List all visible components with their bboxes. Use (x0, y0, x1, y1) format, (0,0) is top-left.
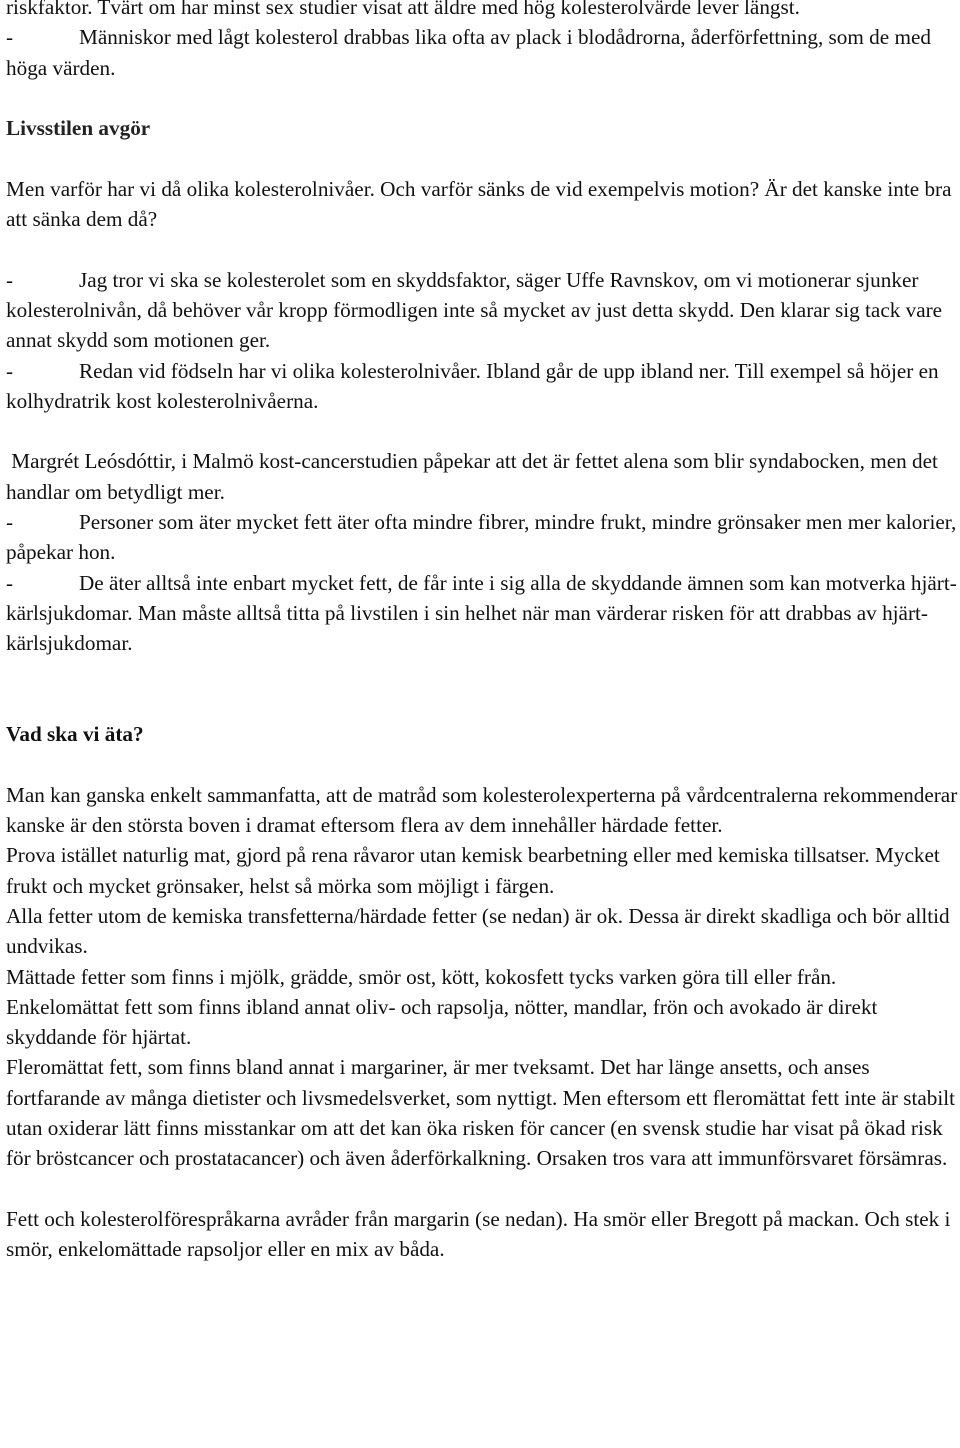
document-page (6, 0, 958, 1264)
question-paragraph: Men varför har vi då olika kolesterolnivåer. Och varför sänks de vid exempelvis motion? Är det kanske inte bra att sänka dem då? (6, 176, 952, 232)
quote-text: Jag tror vi ska se kolesterolet som en skyddsfaktor, säger Uffe Ravnskov, om vi motionerar sjunker kolesterolnivån, då behöver vår kropp förmodligen inte så mycket av just detta skydd. Den klarar sig tack vare annat skydd som motionen ger. (6, 267, 943, 353)
quote-paragraph (6, 265, 958, 356)
spacer (6, 1174, 958, 1204)
bullet-dash: - (6, 267, 14, 292)
margret-paragraph: Margrét Leósdóttir, i Malmö kost-cancerstudien påpekar att det är fettet alena som blir syndabocken, men det handlar om betydligt mer. (6, 449, 944, 504)
spacer (6, 749, 958, 779)
body-paragraph: Prova istället naturlig mat, gjord på rena råvaror utan kemisk bearbetning eller med kemiska tillsatser. Mycket frukt och mycket grönsaker, helst så mörka som möjligt i färgen. (6, 843, 940, 898)
bullet-dash: - (6, 358, 14, 383)
body-paragraph: Mättade fetter som finns i mjölk, grädde, smör ost, kött, kokosfett tycks varken göra till eller från. (6, 964, 837, 989)
body-paragraph: Enkelomättat fett som finns ibland annat oliv- och rapsolja, nötter, mandlar, frön och avokado är direkt skyddande för hjärtat. (6, 994, 878, 1050)
body-paragraph: Man kan ganska enkelt sammanfatta, att de matråd som kolesterolexperterna på vårdcentralerna rekommenderar kanske är den största boven i dramat eftersom flera av dem innehåller härdade fetter. (6, 782, 958, 838)
intro-bullet (6, 22, 958, 83)
quote-text: Redan vid födseln har vi olika kolesterolnivåer. Ibland går de upp ibland ner. Till exempel så höjer en kolhydratrik kost kolesterolnivåerna. (6, 358, 939, 413)
bullet-dash: - (6, 570, 14, 595)
spacer (6, 416, 958, 446)
body-paragraph: Fleromättat fett, som finns bland annat i margariner, är mer tveksamt. Det har länge ansetts, och anses fortfarande av många dietister och livsmedelsverket, som nyttigt. Men eftersom ett fleromättat fett inte är stabilt utan oxiderar lätt finns misstankar om att det kan öka risken för cancer (en svensk studie har visat på ökad risk för bröstcancer och prostatacancer) och även åderförkalkning. Orsaken tros vara att immunförsvaret försämras. (6, 1055, 956, 1171)
quote-paragraph (6, 356, 958, 417)
spacer (6, 143, 958, 173)
quote-text: De äter alltså inte enbart mycket fett, de får inte i sig alla de skyddande ämnen som kan motverka hjärt-kärlsjukdomar. Man måste alltså titta på livstilen i sin helhet när man värderar risken för att drabbas av hjärt-kärlsjukdomar. (6, 570, 957, 656)
body-paragraph: Fett och kolesterolförespråkarna avråder från margarin (se nedan). Ha smör eller Bregott på mackan. Och stek i smör, enkelomättade rapsoljor eller en mix av båda. (6, 1206, 951, 1262)
bullet-dash: - (6, 25, 14, 50)
bullet-dash: - (6, 510, 14, 535)
section-heading-livsstilen: Livsstilen avgör (6, 116, 151, 141)
spacer (6, 83, 958, 113)
intro-paragraph: riskfaktor. Tvärt om har minst sex studier visat att äldre med hög kolesterolvärde lever längst. (6, 0, 800, 19)
quote-text: Personer som äter mycket fett äter ofta mindre fibrer, mindre frukt, mindre grönsaker men mer kalorier, påpekar hon. (6, 510, 957, 565)
quote-paragraph (6, 507, 958, 568)
bullet-text: Människor med lågt kolesterol drabbas lika ofta av plack i blodådrorna, åderförfettning, som de med höga värden. (6, 25, 931, 80)
spacer (6, 234, 958, 264)
body-paragraph: Alla fetter utom de kemiska transfetterna/härdade fetter (se nedan) är ok. Dessa är direkt skadliga och bör alltid undvikas. (6, 903, 950, 959)
section-heading-vad-ska-vi-ata: Vad ska vi äta? (6, 722, 144, 747)
spacer (6, 659, 958, 720)
quote-paragraph (6, 568, 958, 659)
